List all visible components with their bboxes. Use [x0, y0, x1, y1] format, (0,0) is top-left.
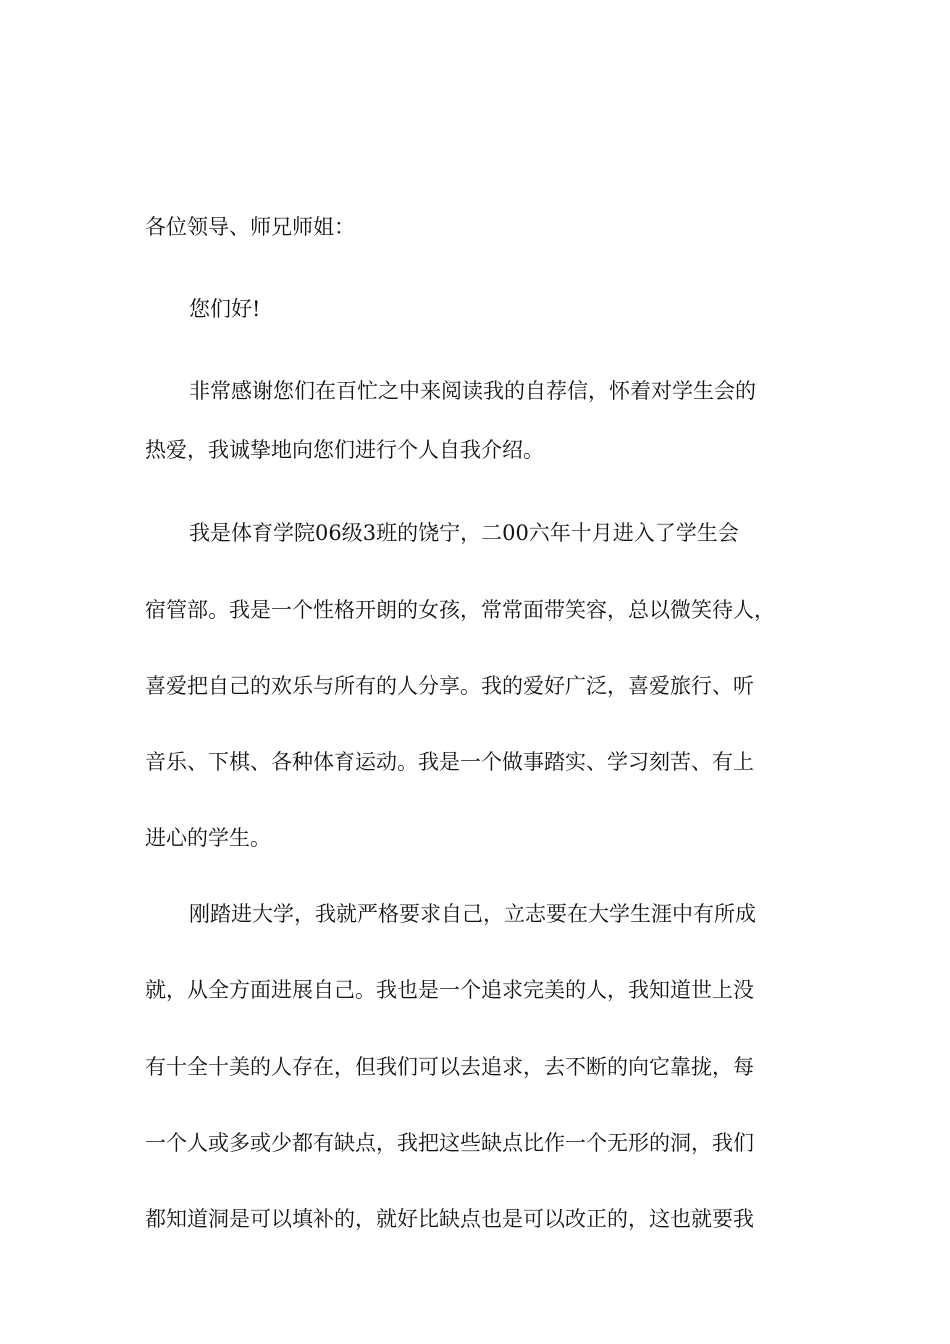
salutation-line: 各位领导、师兄师姐：	[145, 215, 355, 239]
text-line: 刚踏进大学，我就严格要求自己，立志要在大学生涯中有所成	[189, 902, 756, 926]
text-line: 都知道洞是可以填补的，就好比缺点也是可以改正的，这也就要我	[145, 1207, 754, 1231]
greeting-line: 您们好!	[189, 297, 261, 321]
text-line: 宿管部。我是一个性格开朗的女孩，常常面带笑容，总以微笑待人，	[145, 598, 775, 622]
text-line: 一个人或多或少都有缺点，我把这些缺点比作一个无形的洞，我们	[145, 1131, 754, 1155]
text-line: 热爱，我诚挚地向您们进行个人自我介绍。	[145, 438, 544, 462]
text-line: 就，从全方面进展自己。我也是一个追求完美的人，我知道世上没	[145, 978, 754, 1002]
text-line: 有十全十美的人存在，但我们可以去追求，去不断的向它靠拢，每	[145, 1055, 754, 1079]
text-line: 非常感谢您们在百忙之中来阅读我的自荐信，怀着对学生会的	[189, 379, 756, 403]
text-line: 喜爱把自己的欢乐与所有的人分享。我的爱好广泛，喜爱旅行、听	[145, 674, 754, 698]
text-line: 进心的学生。	[145, 826, 271, 850]
text-line: 音乐、下棋、各种体育运动。我是一个做事踏实、学习刻苦、有上	[145, 750, 754, 774]
text-line: 我是体育学院06级3班的饶宁，二00六年十月进入了学生会	[189, 521, 739, 545]
